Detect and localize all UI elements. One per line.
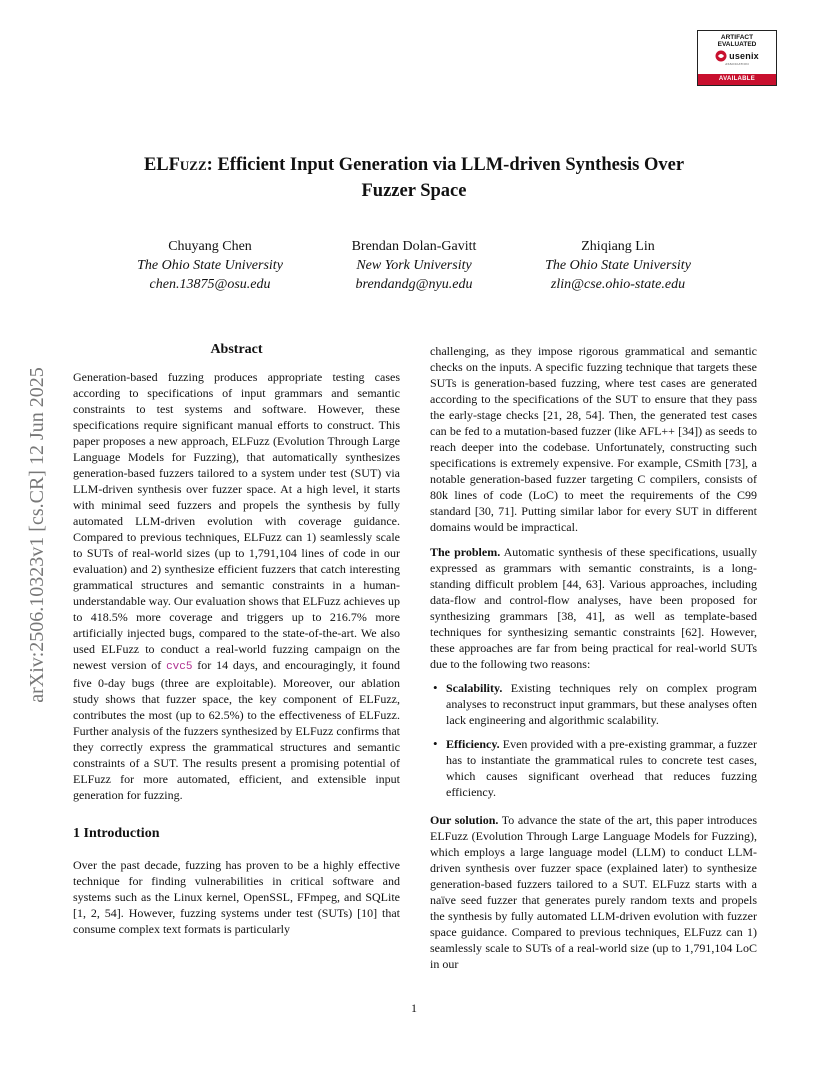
author-2	[304, 237, 524, 294]
bullet-text: Even provided with a pre-existing grammar, a fuzzer has to instantiate the grammatical rules to concrete test cases, which causes significant overhead that reduces fuzzing efficiency.	[446, 737, 757, 799]
badge-status: AVAILABLE	[698, 74, 776, 85]
title-name-cap: ELF	[143, 155, 180, 175]
author-block	[100, 237, 728, 297]
solution-paragraph	[430, 812, 757, 972]
author-name: Brendan Dolan-Gavitt	[351, 239, 477, 254]
problem-paragraph	[430, 544, 757, 672]
author-affiliation: The Ohio State University	[545, 258, 691, 273]
badge-line1: ARTIFACT	[720, 34, 754, 41]
problem-lead: The problem.	[430, 545, 501, 559]
author-affiliation: The Ohio State University	[137, 258, 283, 273]
bullet-lead: Scalability.	[446, 681, 503, 695]
abstract-heading: Abstract	[210, 342, 263, 357]
title-rest: : Efficient Input Generation via LLM-driven Synthesis Over	[206, 155, 685, 175]
abstract-text-part2: for 14 days, and encouragingly, it found five 0-day bugs (three are exploitable). Moreover, our ablation study shows that fuzzer space, the key component of ELFuzz, contributes the most (up to 62.5%) to the effectiveness of ELFuzz. Further analysis of the fuzzers synthesized by ELFuzz confirms that they correctly express the grammatical structures and semantic constraints of a SUT. The results present a promising potential of ELFuzz for more automated, efficient, and extensible input generation for fuzzing.	[73, 658, 400, 802]
author-affiliation: New York University	[356, 258, 472, 273]
title-name-sc: uzz	[179, 155, 207, 175]
right-paragraph-1: challenging, as they impose rigorous grammatical and semantic checks on the inputs. A specific fuzzing technique that targets these SUTs is generation-based fuzzing, where test cases are generated according to the specifications of the SUT to ensure that they pass the early-stage checks [21, 28, 54]. Then, the generated test cases can be fed to a mutation-based fuzzer (like AFL++ [34]) as seeds to reach deeper into the codebase. Unfortunately, constructing such specifications is extremely expensive. For example, CSmith [73], a notable generation-based fuzzer targeting C compilers, consists of 80k lines of code (LoC) to meet the requirements of the C99 standard [30, 71]. Putting similar labor for every SUT in different domains would be impractical.	[430, 344, 757, 534]
section-heading-introduction: 1 Introduction	[73, 826, 160, 841]
abstract-text	[73, 369, 400, 803]
author-email: chen.13875@osu.edu	[149, 277, 271, 292]
artifact-evaluated-badge	[697, 30, 777, 86]
author-email: zlin@cse.ohio-state.edu	[550, 277, 686, 292]
usenix-logo-text: usenix	[729, 50, 759, 61]
author-name: Chuyang Chen	[168, 239, 252, 254]
paper-title	[100, 152, 728, 204]
usenix-logo-sub: ASSOCIATION	[725, 62, 749, 66]
badge-line2: EVALUATED	[717, 41, 757, 48]
bullet-lead: Efficiency.	[446, 737, 500, 751]
code-cvc5: cvc5	[166, 661, 193, 673]
problem-text: Automatic synthesis of these specifications, usually expressed as grammars with semantic constraints, is a long-standing difficult problem [44, 63]. Various approaches, including data-flow and control-flow analyses, have been proposed for synthesizing grammars [38, 41], as well as template-based techniques for synthesizing semantic constraints [62]. However, these approaches are far from being practical for real-world SUTs due to the following two reasons:	[430, 545, 757, 671]
solution-text: To advance the state of the art, this paper introduces ELFuzz (Evolution Through Large Language Models for Fuzzing), which employs a large language model (LLM) to conduct LLM-driven synthesis over fuzzer space (explained later) to synthesize generation-based fuzzers tailored to a SUT. ELFuzz starts with a naïve seed fuzzer that generates purely random texts and propels the synthesis by fully automated LLM-driven evolution with fuzzer space guidance. Compared to previous techniques, ELFuzz can 1) seamlessly scale to SUTs of a real-world size (up to 1,791,104 LoC in our	[430, 813, 757, 971]
solution-lead: Our solution.	[430, 813, 499, 827]
right-column	[430, 343, 757, 972]
bullet-text: Existing techniques rely on complex program analyses to reconstruct input grammars, but these analyses often lack engineering and algorithmic scalability.	[446, 681, 757, 727]
usenix-logo	[698, 49, 776, 63]
author-email: brendandg@nyu.edu	[355, 277, 473, 292]
left-column	[73, 341, 400, 937]
title-line2: Fuzzer Space	[361, 181, 467, 201]
author-1	[100, 237, 320, 294]
intro-paragraph: Over the past decade, fuzzing has proven to be a highly effective technique for finding vulnerabilities in critical software and systems such as the Linux kernel, OpenSSL, FFmpeg, and SQLite [1, 2, 54]. However, fuzzing systems under test (SUTs) [10] that consume complex text formats is particularly	[73, 858, 400, 936]
page-number: 1	[411, 1001, 417, 1015]
usenix-swirl-icon	[715, 50, 727, 62]
arxiv-identifier: arXiv:2506.10323v1 [cs.CR] 12 Jun 2025	[26, 367, 48, 703]
author-3	[508, 237, 728, 294]
list-item-scalability	[430, 680, 757, 728]
challenge-list	[430, 680, 757, 800]
author-name: Zhiqiang Lin	[581, 239, 655, 254]
list-item-efficiency	[430, 736, 757, 800]
abstract-text-part1: Generation-based fuzzing produces appropriate testing cases according to specifications of input grammars and semantic constraints to test systems and software. However, these specifications require significant manual efforts to construct. This paper proposes a new approach, ELFuzz (Evolution Through Large Language Models for Fuzzing), that automatically synthesizes generation-based fuzzers tailored to a system under test (SUT) via LLM-driven synthesis over fuzzer space. At a high level, it starts with minimal seed fuzzers and propels the synthesis by fully automated LLM-driven evolution with coverage guidance. Compared to previous techniques, ELFuzz can 1) seamlessly scale to SUTs of real-world sizes (up to 1,791,104 lines of code in our evaluation) and 2) synthesize efficient fuzzers that catch interesting grammatical structures and semantic constraints in a human-understandable way. Our evaluation shows that ELFuzz achieves up to 418.5% more coverage and triggers up to 216.7% more artificially injected bugs, compared to the state-of-the-art. We also used ELFuzz to conduct a real-world fuzzing campaign on the newest version of	[73, 370, 400, 672]
